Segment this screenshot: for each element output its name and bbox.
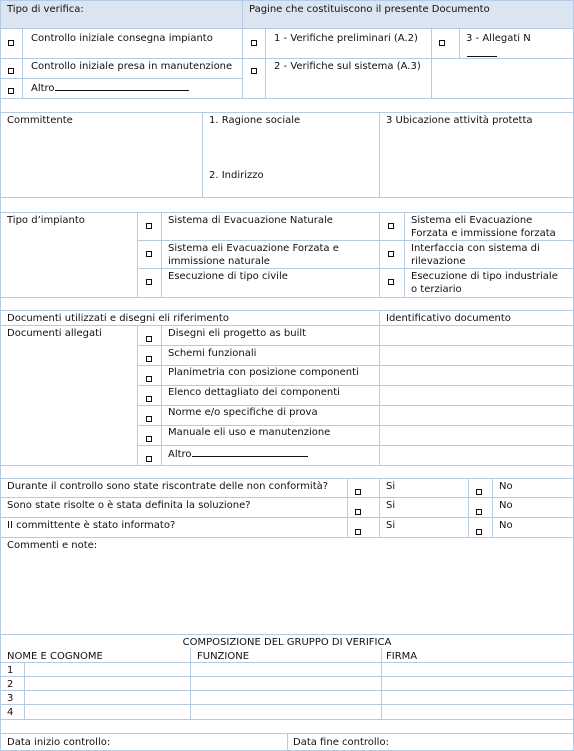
doc-item: Norme e/o specifiche di prova xyxy=(168,407,318,418)
checkbox-impianto-2[interactable] xyxy=(146,251,152,257)
pagine-documento-title: Pagine che costituiscono il presente Documento xyxy=(249,4,490,15)
divider xyxy=(0,98,574,99)
divider xyxy=(0,310,574,311)
commenti-label: Commenti e note: xyxy=(7,540,98,551)
doc-altro-input-line[interactable] xyxy=(192,447,308,457)
checkbox-doc-2[interactable] xyxy=(146,356,152,362)
q2-no-label: No xyxy=(499,500,513,511)
checkbox-pagina-1[interactable] xyxy=(251,40,257,46)
checkbox-q3-si[interactable] xyxy=(355,529,361,535)
checkbox-verifica-2[interactable] xyxy=(8,68,14,74)
checkbox-verifica-altro[interactable] xyxy=(8,88,14,94)
divider xyxy=(379,310,380,465)
indirizzo-label: 2. Indirizzo xyxy=(209,170,264,181)
divider xyxy=(137,385,574,386)
option-altro xyxy=(31,81,189,95)
divider xyxy=(137,240,574,241)
doc-altro-label: Altro xyxy=(168,449,192,460)
doc-item: Elenco dettagliato dei componenti xyxy=(168,387,340,398)
divider xyxy=(137,212,138,297)
divider xyxy=(347,478,348,537)
divider xyxy=(0,465,574,466)
divider xyxy=(0,212,574,213)
divider xyxy=(379,112,380,197)
impianto-forzata-forzata-1: Sistema eli Evacuazione xyxy=(411,215,533,226)
checkbox-q2-no[interactable] xyxy=(476,509,482,515)
checkbox-impianto-4[interactable] xyxy=(388,223,394,229)
divider xyxy=(0,78,243,79)
checkbox-verifica-1[interactable] xyxy=(8,40,14,46)
question-non-conformita: Durante il controllo sono state riscontrate delle non conformità? xyxy=(7,481,329,492)
q3-no-label: No xyxy=(499,520,513,531)
pagina-verifiche-sistema: 2 - Verifiche sul sistema (A.3) xyxy=(274,61,421,72)
checkbox-q1-si[interactable] xyxy=(355,489,361,495)
checkbox-q1-no[interactable] xyxy=(476,489,482,495)
divider xyxy=(468,478,469,537)
commenti-area[interactable] xyxy=(1,555,573,634)
tipo-impianto-label: Tipo d’impianto xyxy=(7,215,85,226)
question-soluzione: Sono state risolte o è stata definita la soluzione? xyxy=(7,500,251,511)
data-fine-label: Data fine controllo: xyxy=(293,737,389,748)
impianto-interfaccia-2: rilevazione xyxy=(411,256,466,267)
divider xyxy=(379,212,380,297)
impianto-forzata-naturale-2: immissione naturale xyxy=(168,256,270,267)
gruppo-row-number: 2 xyxy=(7,679,14,690)
checkbox-doc-1[interactable] xyxy=(146,336,152,342)
divider xyxy=(0,690,574,691)
divider xyxy=(0,112,574,113)
divider xyxy=(265,28,266,98)
divider xyxy=(459,28,460,58)
divider xyxy=(190,648,191,719)
divider xyxy=(381,648,382,719)
divider xyxy=(0,28,574,29)
allegati-number-line[interactable] xyxy=(467,56,497,57)
option-consegna-impianto: Controllo iniziale consegna impianto xyxy=(31,33,213,44)
col-nome-cognome: NOME E COGNOME xyxy=(7,651,103,662)
divider xyxy=(0,517,574,518)
checkbox-pagina-3[interactable] xyxy=(439,40,445,46)
divider xyxy=(137,268,574,269)
divider xyxy=(0,497,574,498)
impianto-interfaccia-1: Interfaccia con sistema di xyxy=(411,243,540,254)
impianto-forzata-forzata-2: Forzata e immissione forzata xyxy=(411,228,556,239)
divider xyxy=(0,634,574,635)
tipo-verifica-title: Tipo di verifica: xyxy=(7,4,84,15)
divider xyxy=(287,733,288,751)
divider xyxy=(137,405,574,406)
impianto-forzata-naturale-1: Sistema eli Evacuazione Forzata e xyxy=(168,243,339,254)
gruppo-row-number: 4 xyxy=(7,707,14,718)
divider xyxy=(137,325,138,465)
divider xyxy=(0,662,574,663)
divider xyxy=(137,445,574,446)
impianto-industriale-1: Esecuzione di tipo industriale xyxy=(411,271,558,282)
identificativo-documento-label: Identificativo documento xyxy=(386,313,511,324)
ubicazione-label: 3 Ubicazione attività protetta xyxy=(386,115,533,126)
checkbox-q3-no[interactable] xyxy=(476,529,482,535)
gruppo-row-number: 3 xyxy=(7,693,14,704)
checkbox-q2-si[interactable] xyxy=(355,509,361,515)
ragione-sociale-label: 1. Ragione sociale xyxy=(209,115,301,126)
divider xyxy=(0,297,574,298)
divider xyxy=(137,345,574,346)
divider xyxy=(137,425,574,426)
data-inizio-label: Data inizio controllo: xyxy=(7,737,111,748)
doc-item-altro xyxy=(168,447,308,461)
divider xyxy=(202,112,203,197)
divider xyxy=(22,28,23,98)
divider xyxy=(0,478,574,479)
q1-si-label: Si xyxy=(386,481,396,492)
checkbox-doc-5[interactable] xyxy=(146,416,152,422)
divider xyxy=(161,212,162,297)
divider xyxy=(404,212,405,297)
doc-item: Planimetria con posizione componenti xyxy=(168,367,359,378)
documenti-utilizzati-label: Documenti utilizzati e disegni eli riferimento xyxy=(7,313,229,324)
divider xyxy=(492,478,493,537)
checkbox-impianto-3[interactable] xyxy=(146,279,152,285)
altro-label: Altro xyxy=(31,83,55,94)
checkbox-doc-6[interactable] xyxy=(146,436,152,442)
divider xyxy=(0,58,574,59)
gruppo-verifica-title: COMPOSIZIONE DEL GRUPPO DI VERIFICA xyxy=(182,637,392,648)
impianto-industriale-2: o terziario xyxy=(411,284,462,295)
option-presa-manutenzione: Controllo iniziale presa in manutenzione xyxy=(31,61,233,72)
divider xyxy=(379,478,380,537)
q1-no-label: No xyxy=(499,481,513,492)
impianto-evacuazione-naturale: Sistema di Evacuazione Naturale xyxy=(168,215,333,226)
pagina-allegati: 3 - Allegati N xyxy=(466,33,531,44)
doc-item: Schemi funzionali xyxy=(168,348,257,359)
checkbox-impianto-6[interactable] xyxy=(388,279,394,285)
q2-si-label: Si xyxy=(386,500,396,511)
divider xyxy=(0,537,574,538)
divider xyxy=(161,325,162,465)
checkbox-impianto-1[interactable] xyxy=(146,223,152,229)
divider xyxy=(431,28,432,98)
divider xyxy=(0,197,574,198)
gruppo-row-number: 1 xyxy=(7,665,14,676)
divider xyxy=(0,676,574,677)
q3-si-label: Si xyxy=(386,520,396,531)
documenti-allegati-label: Documenti allegati xyxy=(7,328,102,339)
divider xyxy=(0,719,574,720)
checkbox-doc-7[interactable] xyxy=(146,456,152,462)
divider xyxy=(242,0,243,98)
question-committente-informato: II committente è stato informato? xyxy=(7,520,176,531)
altro-input-line[interactable] xyxy=(55,81,189,91)
col-funzione: FUNZIONE xyxy=(197,651,250,662)
checkbox-pagina-2[interactable] xyxy=(251,68,257,74)
doc-item: Disegni eli progetto as built xyxy=(168,328,307,339)
col-firma: FIRMA xyxy=(386,651,418,662)
checkbox-doc-4[interactable] xyxy=(146,396,152,402)
divider xyxy=(24,662,25,719)
divider xyxy=(0,325,574,326)
frame-top xyxy=(0,0,574,1)
divider xyxy=(137,365,574,366)
checkbox-impianto-5[interactable] xyxy=(388,251,394,257)
checkbox-doc-3[interactable] xyxy=(146,376,152,382)
doc-item: Manuale eli uso e manutenzione xyxy=(168,427,331,438)
pagina-verifiche-preliminari: 1 - Verifiche preliminari (A.2) xyxy=(274,33,418,44)
divider xyxy=(0,704,574,705)
committente-label: Committente xyxy=(7,115,73,126)
impianto-tipo-civile: Esecuzione di tipo civile xyxy=(168,271,288,282)
